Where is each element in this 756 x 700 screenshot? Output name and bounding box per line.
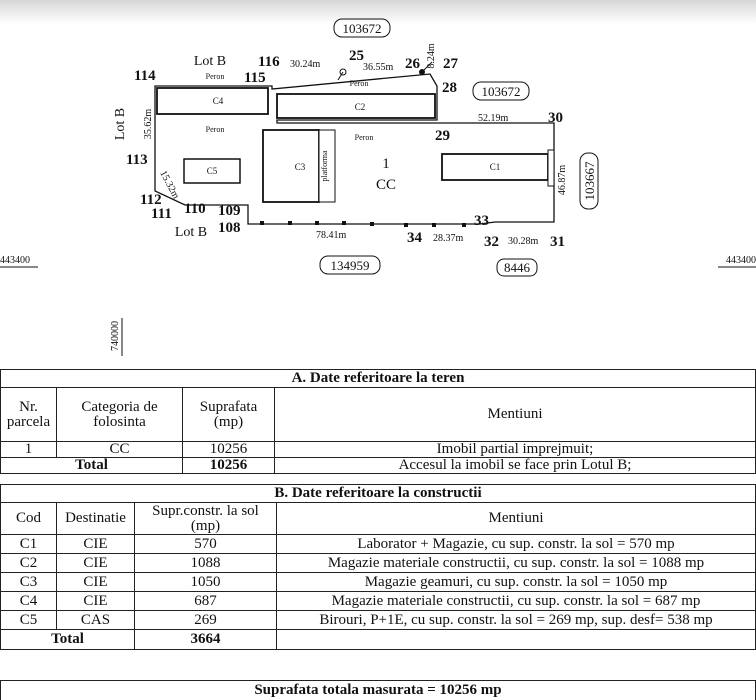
cell-mentiuni-1: Imobil partial imprejmuit; bbox=[275, 442, 756, 458]
dim-114-113: 35.62m bbox=[143, 108, 154, 140]
dim-26-27: 8.24m bbox=[426, 43, 437, 69]
header-categoria: Categoria de folosinta bbox=[57, 388, 183, 442]
svg-text:8446: 8446 bbox=[504, 260, 530, 275]
building-c4[interactable] bbox=[157, 88, 268, 114]
cell-categoria: CC bbox=[57, 442, 183, 458]
cell-mentiuni-2: Accesul la imobil se face prin Lotul B; bbox=[275, 458, 756, 474]
lot-label-bottom: Lot B bbox=[174, 225, 208, 240]
building-c3[interactable] bbox=[263, 130, 319, 202]
point-30: 30 bbox=[548, 110, 563, 126]
total-mentiuni-empty bbox=[277, 630, 756, 650]
svg-text:C2: C2 bbox=[354, 102, 366, 112]
peron-label: Peron bbox=[205, 125, 225, 134]
cell-supr: 1088 bbox=[135, 554, 277, 573]
c1-annex bbox=[548, 150, 554, 186]
cell-supr: 687 bbox=[135, 592, 277, 611]
header-suprafata: Suprafata (mp) bbox=[183, 388, 275, 442]
lot-label-top: Lot B bbox=[193, 54, 227, 69]
cell-nr: 1 bbox=[1, 442, 57, 458]
cell-cod: C5 bbox=[1, 611, 57, 630]
header-mentiuni: Mentiuni bbox=[275, 388, 756, 442]
dim-112-113: 15.32m bbox=[157, 168, 182, 201]
peron-label: Peron bbox=[349, 79, 369, 88]
point-28: 28 bbox=[442, 80, 457, 96]
cell-cod: C4 bbox=[1, 592, 57, 611]
header-mentiuni: Mentiuni bbox=[277, 503, 756, 535]
total-value: 10256 bbox=[183, 458, 275, 474]
cell-mentiuni: Magazie materiale constructii, cu sup. constr. la sol = 1088 mp bbox=[277, 554, 756, 573]
cell-supr: 570 bbox=[135, 535, 277, 554]
svg-text:C5: C5 bbox=[206, 166, 218, 176]
point-110: 110 bbox=[184, 201, 206, 217]
dim-29-30: 52.19m bbox=[478, 113, 509, 124]
cell-destinatie: CAS bbox=[57, 611, 135, 630]
table-row bbox=[1, 554, 756, 573]
cell-mentiuni: Magazie materiale constructii, cu sup. constr. la sol = 687 mp bbox=[277, 592, 756, 611]
table-row bbox=[1, 573, 756, 592]
svg-text:C1: C1 bbox=[489, 162, 501, 172]
dim-116-25: 30.24m bbox=[290, 59, 321, 70]
table-row bbox=[1, 535, 756, 554]
table-b-title: B. Date referitoare la constructii bbox=[1, 485, 756, 503]
cell-mentiuni: Birouri, P+1E, cu sup. constr. la sol = 269 mp, sup. desf= 538 mp bbox=[277, 611, 756, 630]
cell-cod: C3 bbox=[1, 573, 57, 592]
header-destinatie: Destinatie bbox=[57, 503, 135, 535]
table-row bbox=[1, 592, 756, 611]
building-c5[interactable] bbox=[184, 159, 240, 183]
point-26: 26 bbox=[405, 56, 420, 72]
cell-destinatie: CIE bbox=[57, 592, 135, 611]
cell-suprafata: 10256 bbox=[183, 442, 275, 458]
svg-text:platforma: platforma bbox=[320, 150, 329, 182]
dim-32-31: 30.28m bbox=[508, 236, 539, 247]
building-c1[interactable] bbox=[442, 154, 548, 180]
neighbor-tag-top[interactable] bbox=[334, 19, 390, 37]
header-nr-parcela: Nr. parcela bbox=[1, 388, 57, 442]
parcel-number: 1 bbox=[382, 156, 390, 172]
point-25: 25 bbox=[349, 48, 364, 64]
point-112: 112 bbox=[140, 192, 162, 208]
svg-text:C4: C4 bbox=[212, 96, 224, 106]
point-114: 114 bbox=[134, 68, 156, 84]
point-109: 109 bbox=[218, 203, 241, 219]
lot-label-left: Lot B bbox=[113, 107, 128, 141]
svg-text:103672: 103672 bbox=[342, 21, 382, 36]
svg-text:134959: 134959 bbox=[330, 258, 370, 273]
dim-30-31: 46.87m bbox=[557, 164, 568, 196]
cell-supr: 269 bbox=[135, 611, 277, 630]
parcel-category: CC bbox=[375, 177, 397, 193]
dim-34-32: 28.37m bbox=[433, 233, 464, 244]
point-33: 33 bbox=[474, 213, 489, 229]
cell-destinatie: CIE bbox=[57, 554, 135, 573]
cell-supr: 1050 bbox=[135, 573, 277, 592]
point-113: 113 bbox=[126, 152, 148, 168]
cell-mentiuni: Magazie geamuri, cu sup. constr. la sol = 1050 mp bbox=[277, 573, 756, 592]
svg-text:103672: 103672 bbox=[481, 84, 521, 99]
peron-label: Peron bbox=[354, 133, 374, 142]
point-27: 27 bbox=[443, 56, 458, 72]
neighbor-tag-right-side[interactable] bbox=[580, 153, 598, 209]
platforma[interactable] bbox=[319, 130, 335, 202]
coord-x-right: 443400 bbox=[726, 255, 756, 266]
table-a-title: A. Date referitoare la teren bbox=[1, 370, 756, 388]
point-32: 32 bbox=[484, 234, 499, 250]
dim-109-34: 78.41m bbox=[316, 230, 347, 241]
total-value: 3664 bbox=[135, 630, 277, 650]
point-115: 115 bbox=[244, 70, 266, 86]
cell-destinatie: CIE bbox=[57, 535, 135, 554]
point-31: 31 bbox=[550, 234, 565, 250]
cell-cod: C2 bbox=[1, 554, 57, 573]
neighbor-tag-bottom[interactable] bbox=[320, 256, 380, 274]
svg-text:C3: C3 bbox=[294, 162, 306, 172]
table-row bbox=[1, 611, 756, 630]
point-111: 111 bbox=[151, 206, 172, 222]
svg-text:103667: 103667 bbox=[582, 161, 597, 201]
table-constructii bbox=[0, 484, 756, 650]
point-108: 108 bbox=[218, 220, 241, 236]
point-29: 29 bbox=[435, 128, 450, 144]
cell-mentiuni: Laborator + Magazie, cu sup. constr. la sol = 570 mp bbox=[277, 535, 756, 554]
dim-25-26: 36.55m bbox=[363, 62, 394, 73]
cell-destinatie: CIE bbox=[57, 573, 135, 592]
building-c2[interactable] bbox=[277, 94, 435, 118]
point-116: 116 bbox=[258, 54, 280, 70]
point-34: 34 bbox=[407, 230, 422, 246]
header-supr-constr: Supr.constr. la sol (mp) bbox=[135, 503, 277, 535]
total-label: Total bbox=[1, 458, 183, 474]
total-surface-footer: Suprafata totala masurata = 10256 mp bbox=[0, 680, 756, 700]
header-cod: Cod bbox=[1, 503, 57, 535]
neighbor-tag-right-top[interactable] bbox=[473, 82, 529, 100]
cell-cod: C1 bbox=[1, 535, 57, 554]
coord-x-left: 443400 bbox=[0, 255, 30, 266]
coord-y-left: 740000 bbox=[110, 321, 121, 351]
peron-label: Peron bbox=[205, 72, 225, 81]
neighbor-tag-bottom-right[interactable] bbox=[497, 259, 537, 276]
total-label: Total bbox=[1, 630, 135, 650]
table-teren bbox=[0, 369, 756, 474]
point-numbers bbox=[126, 48, 565, 250]
